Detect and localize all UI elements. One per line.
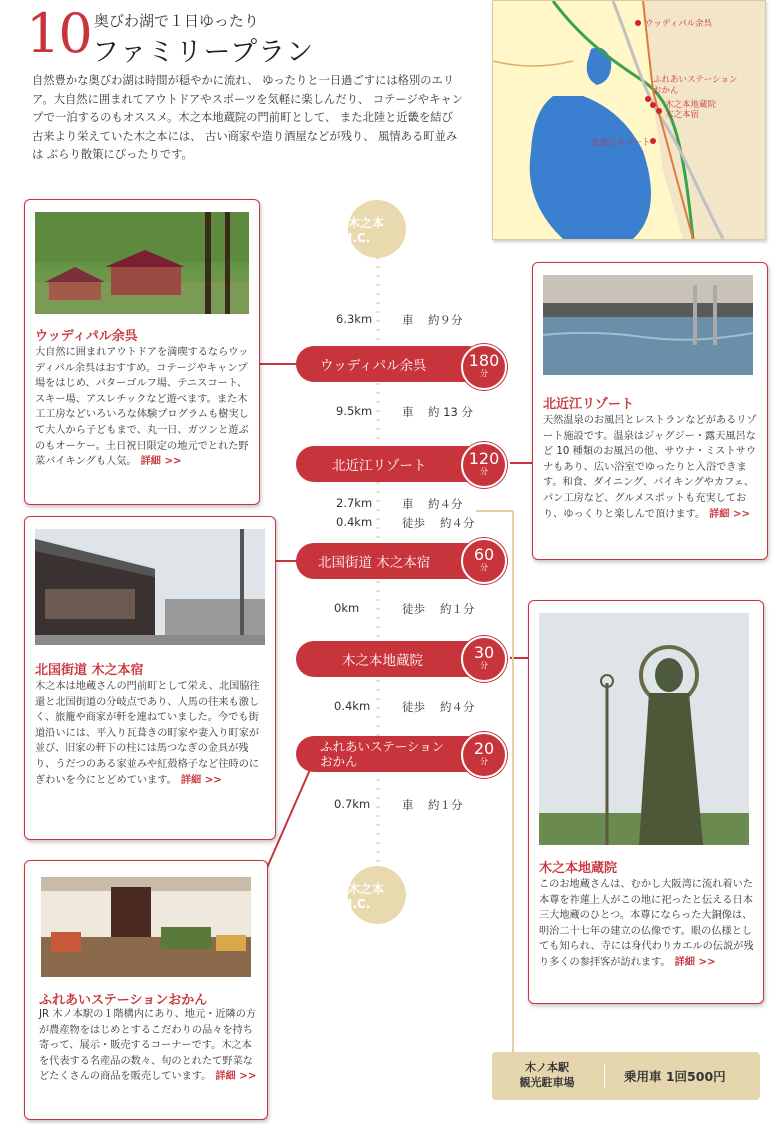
map-label-okan: おかん <box>653 86 679 96</box>
stop-jizoin-badge <box>461 636 507 682</box>
leg-5-distance: 0km <box>334 601 360 615</box>
stop-jizoin-minutes: 30 <box>473 643 495 662</box>
stop-woody-pill[interactable] <box>296 346 486 382</box>
stop-fureai-badge <box>461 732 507 778</box>
jizoin-desc <box>539 877 755 971</box>
resort-desc-text: 天然温泉のお風呂とレストランなどがあるリゾート施設です。温泉はジャグジー・露天風呂など 10 種類のお風呂の他、サウナ・ミストサウナもあり、広い浴室でゆったりと入浴できます。和食、ダイニング、バイキングやカフェ、パン工房など、グルメスポットも充実しており、ゆっくりと楽しんで頂けます。 <box>543 415 757 520</box>
resort-more-link[interactable]: 詳細 >> <box>709 508 751 520</box>
leg-2-time: 約 13 分 <box>428 405 473 419</box>
leg-2-mode: 車 <box>402 405 414 419</box>
parking-name-line2: 観光駐車場 <box>519 1076 575 1089</box>
juku-title: 北国街道 木之本宿 <box>35 663 144 678</box>
shop-image <box>41 877 251 977</box>
leg-1-distance: 6.3km <box>336 312 373 326</box>
plan-subtitle: 奥びわ湖で１日ゆったり <box>94 12 259 30</box>
stop-juku-minutes: 60 <box>473 545 495 564</box>
townhouse-image <box>35 529 265 645</box>
leg-2-distance: 9.5km <box>336 404 373 418</box>
fureai-title: ふれあいステーションおかん <box>39 993 208 1008</box>
stop-jizoin-unit: 分 <box>480 661 488 670</box>
leg-7-time: 約１分 <box>428 798 463 812</box>
end-ic-label: 木之本 I.C. <box>348 881 385 911</box>
fureai-photo <box>41 877 251 977</box>
stop-jizoin-name: 木之本地蔵院 <box>342 653 423 669</box>
leg-4-distance: 0.4km <box>336 515 373 529</box>
resort-title: 北近江リゾート <box>543 397 635 412</box>
parking-box <box>492 1052 760 1100</box>
leg-3-time: 約４分 <box>428 497 463 511</box>
leg-5-time: 約１分 <box>440 602 475 616</box>
card-resort <box>532 262 768 560</box>
stop-fureai-name-line2: おかん <box>320 754 358 769</box>
map-label-resort: 北近江リゾート <box>591 138 651 148</box>
jizoin-photo <box>539 613 749 845</box>
card-fureai <box>24 860 268 1120</box>
card-juku <box>24 516 276 840</box>
jizoin-title: 木之本地蔵院 <box>539 861 618 876</box>
fureai-desc-text: JR 木ノ本駅の１階構内にあり、地元・近隣の方が農産物をはじめとするこだわりの品々を持ち寄って、展示・販売するコーナーです。木之本を代表する名産品の数々、旬のとれたて野菜などたくさんの商品を販売しています。 <box>39 1009 257 1083</box>
stop-woody-minutes: 180 <box>468 351 500 370</box>
stop-resort-unit: 分 <box>480 467 488 476</box>
leg-4-time: 約４分 <box>440 516 475 530</box>
card-woody <box>24 199 260 505</box>
stop-jizoin-pill[interactable] <box>296 641 486 677</box>
leg-7-distance: 0.7km <box>334 797 371 811</box>
woody-desc <box>35 345 251 470</box>
cottage-image <box>35 212 249 314</box>
parking-name <box>506 1060 588 1090</box>
map-label-fureai: ふれあいステーション <box>653 75 738 85</box>
map-label-jizoin: 木之本地蔵院 <box>665 100 717 110</box>
leg-6-mode: 徒歩 <box>402 700 425 714</box>
stop-woody-name: ウッディパル余呉 <box>320 358 427 374</box>
stop-juku-badge <box>461 538 507 584</box>
plan-number: 10 <box>26 2 91 65</box>
leg-4-mode: 徒歩 <box>402 516 425 530</box>
stop-juku-name: 北国街道 木之本宿 <box>318 555 431 571</box>
leg-6-time: 約４分 <box>440 700 475 714</box>
parking-name-line1: 木ノ本駅 <box>525 1061 569 1074</box>
start-ic-circle <box>348 200 406 258</box>
stop-resort-minutes: 120 <box>468 449 500 468</box>
card-jizoin <box>528 600 764 1004</box>
leg-1-time: 約９分 <box>428 313 463 327</box>
juku-more-link[interactable]: 詳細 >> <box>180 774 222 786</box>
start-ic-label: 木之本 I.C. <box>348 215 385 245</box>
stop-resort-pill[interactable] <box>296 446 486 482</box>
juku-desc <box>35 679 267 788</box>
plan-title: ファミリープラン <box>92 37 315 68</box>
stop-fureai-pill[interactable] <box>296 736 486 772</box>
jizoin-more-link[interactable]: 詳細 >> <box>674 956 716 968</box>
parking-fee: 乗用車 1回500円 <box>624 1069 726 1084</box>
fureai-more-link[interactable]: 詳細 >> <box>215 1071 257 1083</box>
woody-photo <box>35 212 249 314</box>
onsen-image <box>543 275 753 375</box>
leg-3-distance: 2.7km <box>336 496 373 510</box>
map-label-juku: 木之本宿 <box>665 110 700 120</box>
stop-woody-unit: 分 <box>480 369 488 378</box>
stop-juku-pill[interactable] <box>296 543 486 579</box>
resort-desc <box>543 413 759 522</box>
woody-more-link[interactable]: 詳細 >> <box>140 456 182 468</box>
stop-juku-unit: 分 <box>480 563 488 572</box>
stop-woody-badge <box>461 344 507 390</box>
resort-photo <box>543 275 753 375</box>
juku-desc-text: 木之本は地蔵さんの門前町として栄え、北国脇往還と北国街道の分岐点であり、人馬の往来も激しく、旅籠や商家が軒を連ねていました。今でも街道沿いには、平入り瓦葺きの町家や妻入り町家が並び、旧家の軒下の柱には馬つなぎの金具が残り、うだつのある家並みや紅殻格子など往時のにぎわいを今にとどめています。 <box>35 681 260 786</box>
woody-title: ウッディパル余呉 <box>35 329 138 344</box>
stop-fureai-minutes: 20 <box>473 739 495 758</box>
jizoin-desc-text: このお地蔵さんは、むかし大阪湾に流れ着いた本尊を祚蓮上人がこの地に祀ったと伝える日本三大地蔵のひとつ。本尊にならった大銅像は、明治二十七年の建立の仏像です。眼の仏様としても知られ、寺には身代わりカエルの伝説が残り多くの参拝客が訪れます。 <box>539 879 754 968</box>
leg-7-mode: 車 <box>402 798 414 812</box>
leg-3-mode: 車 <box>402 497 414 511</box>
leg-1-mode: 車 <box>402 313 414 327</box>
woody-desc-text: 大自然に囲まれアウトドアを満喫するならウッディパル余呉はおすすめ。コテージやキャンプ場をはじめ、パターゴルフ場、テニスコート、スキー場、アスレチックなど遊べます。また木工工房などいろいろな体験プログラムも樹実して大人から子どもまで、丸一日、ガツンと遊ぶのもオーケー。土日祝日限定の地元でとれた野菜バイキングも人気。 <box>35 347 249 468</box>
stop-resort-name: 北近江リゾート <box>332 458 427 474</box>
leg-5-mode: 徒歩 <box>402 602 425 616</box>
jizo-statue-image <box>539 613 749 845</box>
stop-fureai-unit: 分 <box>480 757 488 766</box>
parking-divider <box>604 1064 605 1088</box>
juku-photo <box>35 529 265 645</box>
fureai-desc <box>39 1007 257 1085</box>
map-label-woody: ウッディパル余呉 <box>645 19 713 29</box>
end-ic-circle <box>348 866 406 924</box>
intro-text: 自然豊かな奥びわ湖は時間が穏やかに流れ、 ゆったりと一日過ごすには格別のエリア。大自然に囲まれてアウトドアやスポーツを気軽に楽しんだり、 コテージやキャンプで一泊するのもオススメ。木之本地蔵院の門前町として、 また北陸と近畿を結び古来より栄えていた木之本には、 古い商家や造り酒屋などが残り、 風情ある町並みは ぶらり散策にぴったりです。 <box>32 74 463 161</box>
stop-fureai-name-line1: ふれあいステーション <box>320 739 445 754</box>
leg-6-distance: 0.4km <box>334 699 371 713</box>
stop-resort-badge <box>461 442 507 488</box>
